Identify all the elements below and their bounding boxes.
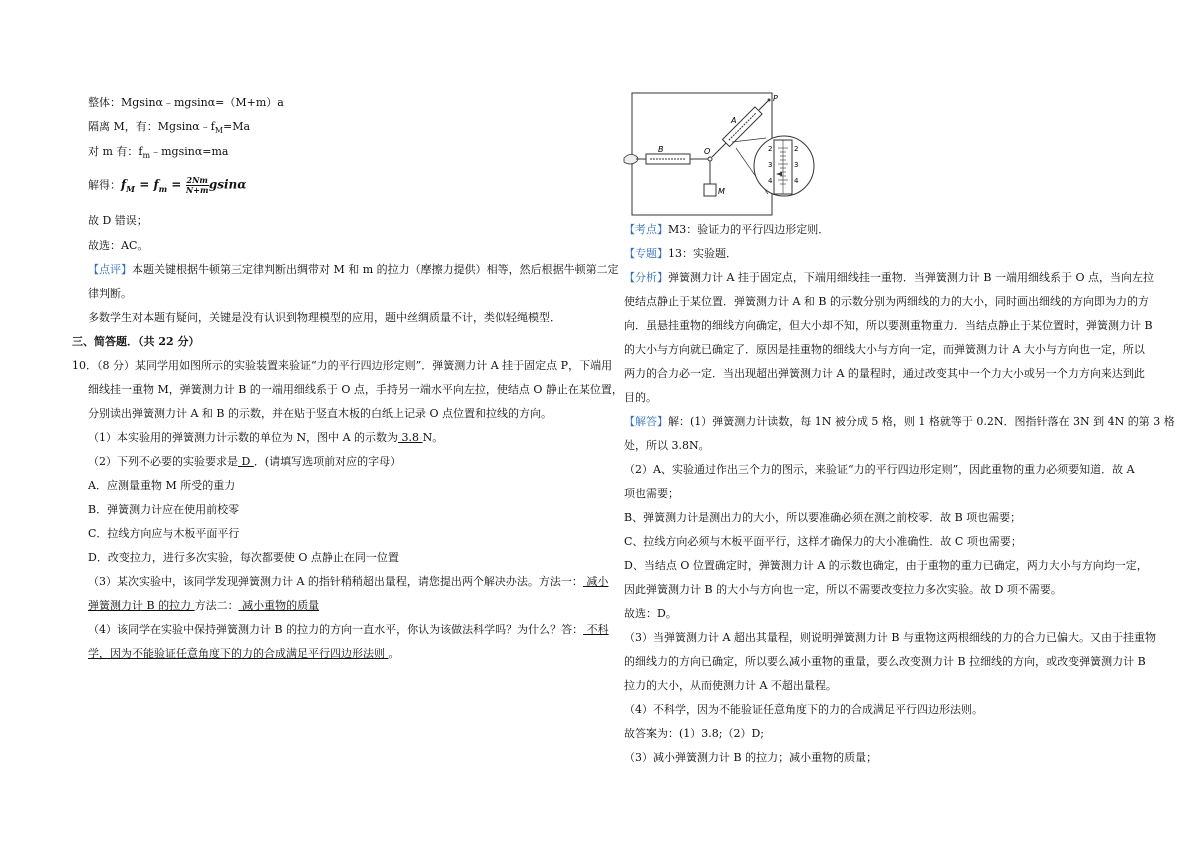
string-p	[759, 101, 768, 110]
solution-2-line2: 项也需要；	[624, 487, 679, 500]
option-b: B．弹簧测力计应在使用前校零	[88, 503, 240, 516]
solution-2-line3: B、弹簧测力计是测出力的大小，所以要准确必须在测之前校零．故 B 项也需要；	[624, 511, 1022, 524]
analysis-line1: 【分析】弹簧测力计 A 挂于固定点，下端用细线挂一重物．当弹簧测力计 B 一端用细线系于 O 点，当向左拉	[624, 271, 1155, 284]
sub-question-4-line2: 学，因为不能验证任意角度下的力的合成满足平行四边形法则 。	[88, 647, 400, 660]
question-10-line3: 分别读出弹簧测力计 A 和 B 的示数，并在贴于竖直木板的白纸上记录 O 点位置和拉线的方向。	[88, 407, 553, 420]
answer-blank-2: D	[238, 455, 254, 468]
scale-left-3: 3	[768, 161, 773, 169]
answer-blank-4b: 学，因为不能验证任意角度下的力的合成满足平行四边形法则	[88, 647, 389, 660]
solution-4: （4）不科学，因为不能验证任意角度下的力的合成满足平行四边形法则。	[624, 703, 983, 716]
solution-line2: 处，所以 3.8N。	[624, 439, 710, 452]
point-p	[768, 99, 771, 102]
scale-left-2: 2	[768, 145, 773, 153]
question-10-line2: 细线挂一重物 M，弹簧测力计 B 的一端用细线系于 O 点，手持另一端水平向左拉，使结点 O 静止在某位置，	[88, 383, 623, 396]
analysis-line3: 向．虽悬挂重物的细线方向确定，但大小却不知，所以要测重物重力．当结点静止于某位置时，弹簧测力计 B	[624, 319, 1153, 332]
solution-tag: 【解答】	[624, 415, 668, 428]
answer-blank-3b: 弹簧测力计 B 的拉力	[88, 599, 195, 612]
label-b: B	[658, 145, 664, 154]
analysis-line4: 的大小与方向就已确定了．原因是挂重物的细线大小与方向一定，而弹簧测力计 A 大小与方向也一定，所以	[624, 343, 1145, 356]
hand-icon	[624, 154, 638, 164]
experiment-figure	[618, 88, 818, 218]
answer-blank-3a: 减小	[582, 575, 609, 588]
comment-line3: 多数学生对本题有疑问，关键是没有认识到物理模型的应用，题中丝绸质量不计，类似轻绳模型．	[88, 311, 561, 324]
solution-2-line1: （2）A、实验通过作出三个力的图示，来验证“力的平行四边形定则”，因此重物的重力必须要知道．故 A	[624, 463, 1135, 476]
eq-whole: 整体：Mgsinα﹣mgsinα=（M+m）a	[88, 96, 284, 109]
section-heading: 三、简答题．（共 22 分）	[72, 335, 200, 348]
answer-blank-1: 3.8	[398, 431, 423, 444]
comment-line1: 【点评】本题关键根据牛顿第三定律判断出绸带对 M 和 m 的拉力（摩擦力提供）相等，然后根据牛顿第二定	[88, 263, 619, 276]
solution-2-line4: C、拉线方向必须与木板平面平行，这样才确保力的大小准确性．故 C 项也需要；	[624, 535, 1022, 548]
topic: 【专题】13：实验题．	[624, 247, 737, 260]
topic-tag: 【专题】	[624, 247, 668, 260]
question-10-line1: 10．（8 分）某同学用如图所示的实验装置来验证“力的平行四边形定则”．弹簧测力计 A 挂于固定点 P，下端用	[72, 359, 613, 372]
knowledge-tag: 【考点】	[624, 223, 668, 236]
point-o	[708, 157, 712, 161]
answer-blank-4a: 不科	[583, 623, 609, 636]
fraction: $\frac{2Nm}{N+m}$	[185, 175, 209, 195]
answer-blank-3c: 减小重物的质量	[238, 599, 320, 612]
eq-small-m: 对 m 有：$f_m﹣mgsin\alpha=ma$	[88, 145, 229, 160]
sub-question-1: （1）本实验用的弹簧测力计示数的单位为 N，图中 A 的示数为 3.8 N。	[88, 431, 444, 444]
analysis-tag: 【分析】	[624, 271, 668, 284]
scale-right-3: 3	[794, 161, 799, 169]
eq-isolate-m: 隔离 M，有：$Mgsin\alpha﹣f_M=Ma$	[88, 120, 251, 135]
solution-3-line2: 的细线力的方向已确定，所以要么减小重物的重量，要么改变测力计 B 拉细线的方向，或改变弹簧测力计 B	[624, 655, 1146, 668]
sub-question-3-line2: 弹簧测力计 B 的拉力 方法二： 减小重物的质量	[88, 599, 320, 612]
solution-2-line5: D、当结点 O 位置确定时，弹簧测力计 A 的示数也确定，由于重物的重力已确定，两力大小与方向均一定，	[624, 559, 1148, 572]
option-a: A．应测量重物 M 所受的重力	[88, 479, 236, 492]
sub-question-2: （2）下列不必要的实验要求是 D ．(请填写选项前对应的字母）	[88, 455, 402, 468]
answer-summary-2: （3）减小弹簧测力计 B 的拉力；减小重物的质量；	[624, 751, 878, 764]
label-o: O	[704, 147, 711, 156]
solution-3-line1: （3）当弹簧测力计 A 超出其量程，则说明弹簧测力计 B 与重物这两根细线的力的合力已偏大。又由于挂重物	[624, 631, 1157, 644]
text-d-wrong: 故 D 错误；	[88, 214, 148, 227]
comment-tag: 【点评】	[88, 263, 132, 276]
solution-line1: 【解答】解：(1）弹簧测力计读数，每 1N 被分成 5 格，则 1 格就等于 0.2N．图指针落在 3N 到 4N 的第 3 格	[624, 415, 1175, 428]
comment-line2: 律判断。	[88, 287, 132, 300]
analysis-line6: 目的。	[624, 391, 657, 404]
analysis-line2: 使结点静止于某位置．弹簧测力计 A 和 B 的示数分别为两细线的力的大小，同时画出细线的方向即为力的方	[624, 295, 1150, 308]
solution-3-line3: 拉力的大小，从而使测力计 A 不超出量程。	[624, 679, 837, 692]
text-choice: 故选：AC。	[88, 239, 149, 252]
scale-right-4: 4	[794, 177, 799, 185]
string-a	[712, 143, 726, 157]
sub-question-4-line1: （4）该同学在实验中保持弹簧测力计 B 的拉力的方向一直水平，你认为该做法科学吗？为什么？答： 不科	[88, 623, 609, 636]
label-a: A	[731, 116, 737, 125]
option-c: C．拉线方向应与木板平面平行	[88, 527, 240, 540]
eq-solution: 解得：$f_M = f_m$ = $\frac{2Nm}{N+m}$ gsinα	[88, 175, 247, 195]
scale-left-4: 4	[768, 177, 773, 185]
weight-m	[704, 184, 716, 196]
solution-2-line7: 故选：D。	[624, 607, 677, 620]
solution-2-line6: 因此弹簧测力计 B 的大小与方向也一定，所以不需要改变拉力多次实验。故 D 项不需要。	[624, 583, 1062, 596]
label-p: P	[773, 94, 778, 103]
scale-right-2: 2	[794, 145, 799, 153]
answer-summary-1: 故答案为：(1）3.8;（2）D;	[624, 727, 765, 740]
knowledge-point: 【考点】M3：验证力的平行四边形定则．	[624, 223, 830, 236]
analysis-line5: 两力的合力必一定．当出现超出弹簧测力计 A 的量程时，通过改变其中一个力大小或另一个力方向来达到此	[624, 367, 1145, 380]
sub-question-3-line1: （3）某次实验中，该同学发现弹簧测力计 A 的指针稍稍超出量程，请您提出两个解决办法。方法一： 减小	[88, 575, 609, 588]
label-m: M	[718, 187, 725, 196]
option-d: D．改变拉力，进行多次实验，每次都要使 O 点静止在同一位置	[88, 551, 399, 564]
